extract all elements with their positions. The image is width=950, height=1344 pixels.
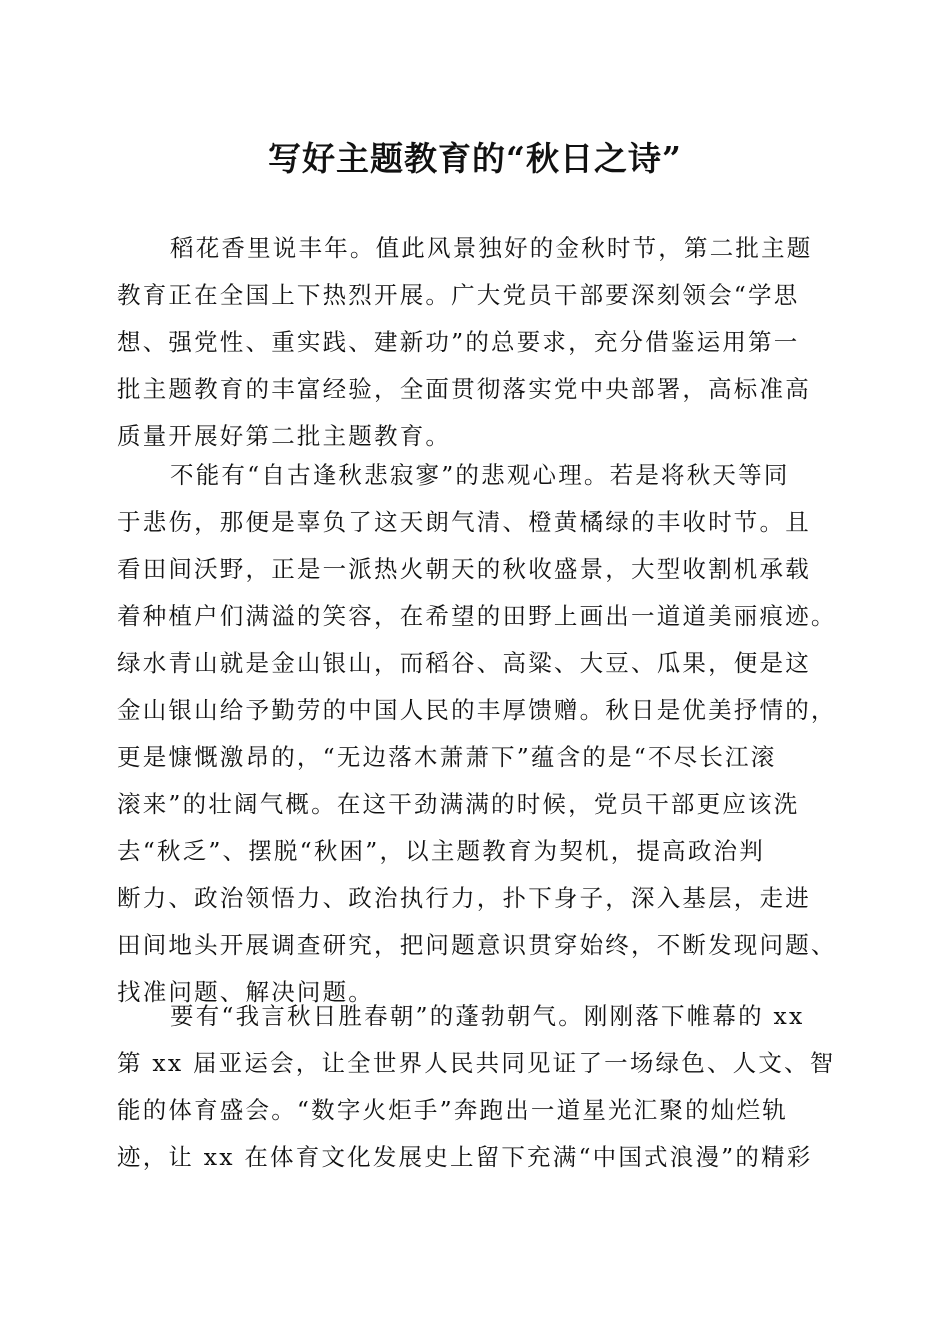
- paragraph-line: 田间地头开展调查研究，把问题意识贯穿始终，不断发现问题、: [117, 931, 837, 959]
- paragraph-line: 于悲伤，那便是辜负了这天朗气清、橙黄橘绿的丰收时节。且: [117, 508, 811, 536]
- paragraph-line: 滚来”的壮阔气概。在这干劲满满的时候，党员干部更应该洗: [117, 790, 800, 818]
- paragraph-line: 着种植户们满溢的笑容，在希望的田野上画出一道道美丽痕迹。: [117, 602, 837, 630]
- paragraph-line: 更是慷慨激昂的，“无边落木萧萧下”蕴含的是“不尽长江滚: [117, 743, 777, 771]
- paragraph-line: 批主题教育的丰富经验，全面贯彻落实党中央部署，高标准高: [117, 375, 811, 403]
- paragraph-line: 想、强党性、重实践、建新功”的总要求，充分借鉴运用第一: [117, 328, 800, 356]
- paragraph-line: 断力、政治领悟力、政治执行力，扑下身子，深入基层，走进: [117, 884, 811, 912]
- paragraph-line: 教育正在全国上下热烈开展。广大党员干部要深刻领会“学思: [117, 281, 800, 309]
- paragraph-line: 去“秋乏”、摆脱“秋困”，以主题教育为契机，提高政治判: [117, 837, 765, 865]
- paragraph-line: 要有“我言秋日胜春朝”的蓬勃朝气。刚刚落下帷幕的 xx: [170, 1002, 805, 1030]
- paragraph-line: 稻花香里说丰年。值此风景独好的金秋时节，第二批主题: [170, 234, 813, 262]
- paragraph-line: 金山银山给予勤劳的中国人民的丰厚馈赠。秋日是优美抒情的，: [117, 696, 837, 724]
- paragraph-line: 不能有“自古逢秋悲寂寥”的悲观心理。若是将秋天等同: [170, 461, 790, 489]
- paragraph-3: [117, 993, 837, 1181]
- paragraph-line: 绿水青山就是金山银山，而稻谷、高粱、大豆、瓜果，便是这: [117, 649, 811, 677]
- paragraph-1: [117, 225, 837, 460]
- paragraph-2: [117, 452, 837, 1016]
- paragraph-line: 找准问题、解决问题。: [117, 978, 374, 1006]
- paragraph-line: 第 xx 届亚运会，让全世界人民共同见证了一场绿色、人文、智: [117, 1049, 836, 1077]
- paragraph-line: 质量开展好第二批主题教育。: [117, 422, 452, 450]
- paragraph-line: 迹，让 xx 在体育文化发展史上留下充满“中国式浪漫”的精彩: [117, 1143, 813, 1171]
- document-title: 写好主题教育的“秋日之诗”: [268, 139, 682, 178]
- paragraph-line: 能的体育盛会。“数字火炬手”奔跑出一道星光汇聚的灿烂轨: [117, 1096, 788, 1124]
- paragraph-line: 看田间沃野，正是一派热火朝天的秋收盛景，大型收割机承载: [117, 555, 811, 583]
